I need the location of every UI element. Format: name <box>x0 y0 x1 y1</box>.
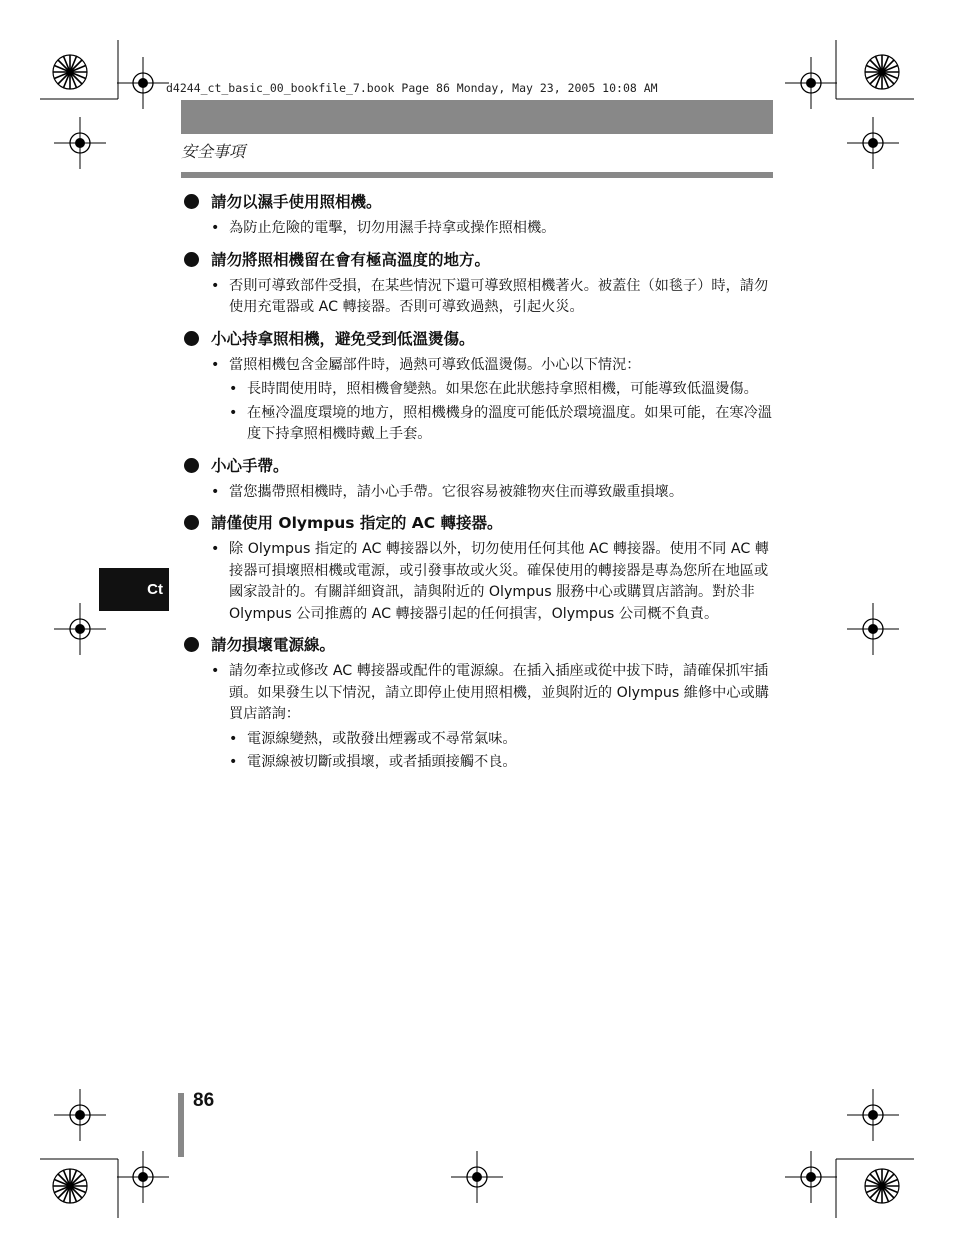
header-bar <box>181 100 773 134</box>
bullet-text: • 除 Olympus 指定的 AC 轉接器以外，切勿使用任何其他 AC 轉接器。使用不同 AC 轉接器可損壞照相機或電源，或引發事故或火災。確保使用的轉接器是專為您所在地區或國家設計的。有關詳細資訊，請與附近的 Olympus 服務中心或購買店諮詢。對於非 Olympus 公司推薦的 AC 轉接器引起的任何損害，Olympus 公司概不負責。 <box>211 539 773 625</box>
safety-item <box>181 511 773 625</box>
item-title: 小心手帶。 <box>211 456 289 475</box>
bullet-dot-icon <box>184 458 199 473</box>
section-title: 安全事項 <box>181 142 246 161</box>
safety-item <box>181 633 773 774</box>
bullet-text: • 請勿牽拉或修改 AC 轉接器或配件的電源線。在插入插座或從中拔下時，請確保抓牢插頭。如果發生以下情況，請立即停止使用照相機，並與附近的 Olympus 維修中心或購買店諮詢： <box>211 661 773 726</box>
bullet-dot-icon <box>184 331 199 346</box>
file-info-header: d4244_ct_basic_00_bookfile_7.book Page 86 Monday, May 23, 2005 10:08 AM <box>166 81 658 95</box>
sub-bullet-text: • 電源線變熱，或散發出煙霧或不尋常氣味。 <box>229 729 773 751</box>
header-rule <box>181 172 773 178</box>
bullet-dot-icon <box>184 637 199 652</box>
bullet-text: • 當照相機包含金屬部件時，過熱可導致低溫燙傷。小心以下情況： <box>211 355 773 377</box>
sub-bullet-text: • 長時間使用時，照相機會變熱。如果您在此狀態持拿照相機，可能導致低溫燙傷。 <box>229 379 773 401</box>
language-tab <box>99 568 169 611</box>
bullet-dot-icon <box>184 194 199 209</box>
sub-bullet-text: • 電源線被切斷或損壞，或者插頭接觸不良。 <box>229 752 773 774</box>
bullet-dot-icon <box>184 515 199 530</box>
safety-item <box>181 190 773 240</box>
bullet-text: • 否則可導致部件受損，在某些情況下還可導致照相機著火。被蓋住（如毯子）時，請勿使用充電器或 AC 轉接器。否則可導致過熱，引起火災。 <box>211 276 773 319</box>
bullet-dot-icon <box>184 252 199 267</box>
page-number: 86 <box>193 1090 215 1111</box>
item-title: 請勿以濕手使用照相機。 <box>211 193 382 211</box>
sub-bullet-text: • 在極冷溫度環境的地方，照相機機身的溫度可能低於環境溫度。如果可能，在寒冷溫度下持拿照相機時戴上手套。 <box>229 403 773 446</box>
safety-item <box>181 454 773 504</box>
page-number-bar <box>178 1093 184 1157</box>
item-title: 請僅使用 Olympus 指定的 AC 轉接器。 <box>211 514 503 532</box>
item-title: 請勿將照相機留在會有極高溫度的地方。 <box>211 250 491 269</box>
language-tab-label: Ct <box>147 581 163 598</box>
item-title: 請勿損壞電源線。 <box>211 636 336 654</box>
bullet-text: • 當您攜帶照相機時，請小心手帶。它很容易被雜物夾住而導致嚴重損壞。 <box>211 482 773 504</box>
bullet-text: • 為防止危險的電擊，切勿用濕手持拿或操作照相機。 <box>211 218 773 240</box>
item-title: 小心持拿照相機，避免受到低溫燙傷。 <box>211 329 475 348</box>
safety-content <box>181 190 773 776</box>
safety-item <box>181 248 773 319</box>
safety-item <box>181 327 773 446</box>
